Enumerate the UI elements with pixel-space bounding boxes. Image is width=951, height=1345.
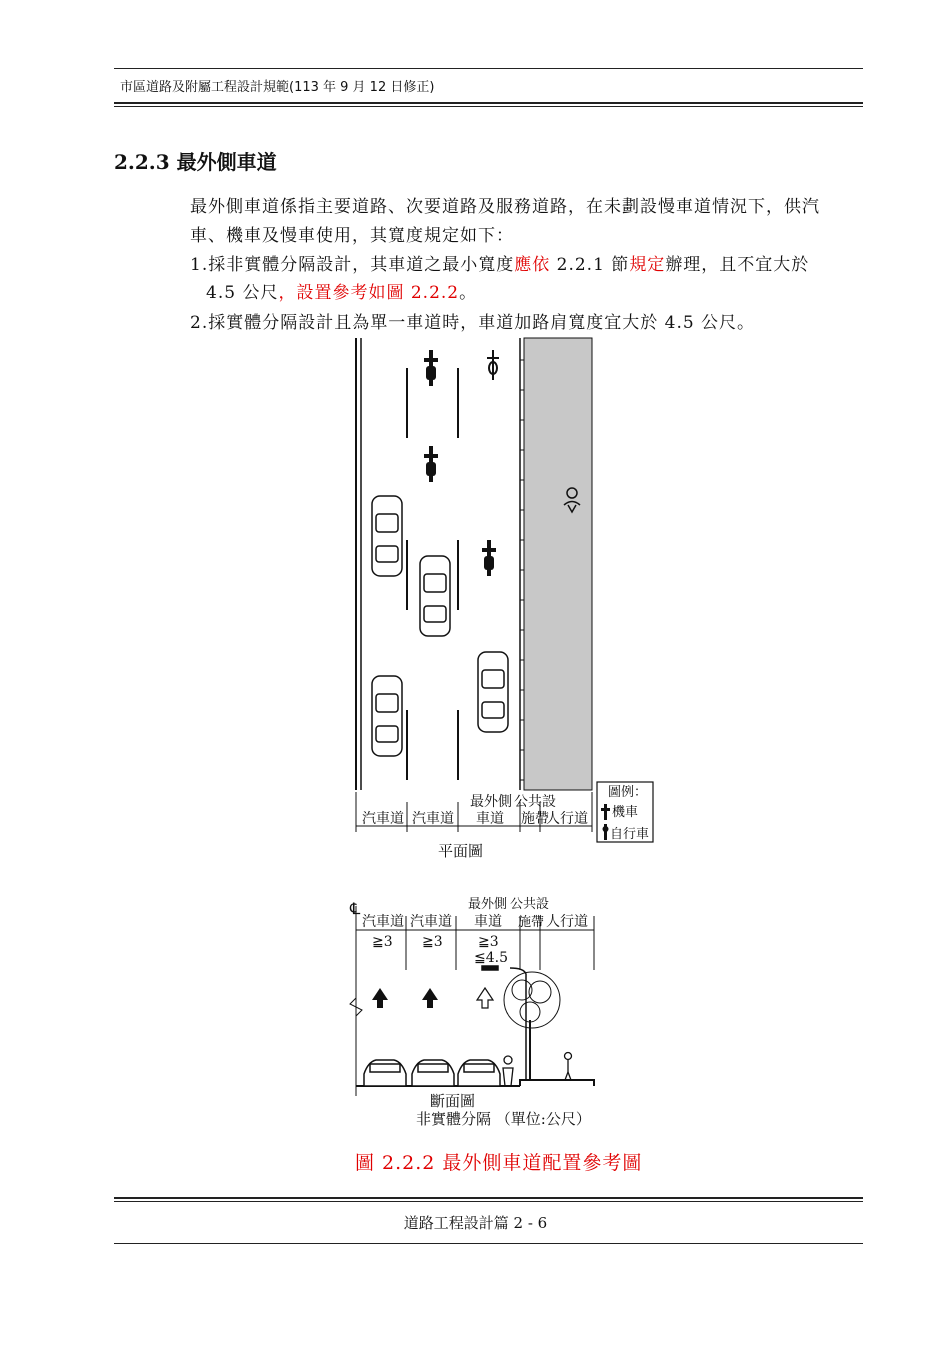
section-lane-label-3: 最外側 xyxy=(468,897,508,912)
section-subtitle: 非實體分隔 （單位:公尺） xyxy=(416,1110,591,1128)
plan-view-figure xyxy=(340,330,670,870)
list-item-2: 2.採實體分隔設計且為單一車道時，車道加路肩寬度宜大於 4.5 公尺。 xyxy=(190,313,756,333)
car-front-icon xyxy=(364,1060,406,1086)
section-lane-label-2: 汽車道 xyxy=(410,914,452,930)
list-item-1-cont xyxy=(206,278,477,303)
plan-lane-label-3: 最外側 xyxy=(470,794,512,810)
car-front-icon xyxy=(412,1060,454,1086)
footer-rule-thin xyxy=(114,1201,863,1202)
car-icon xyxy=(420,556,450,636)
header-rule-thick xyxy=(114,102,863,104)
item1-text-h: 。 xyxy=(459,283,478,303)
plan-lane-label-4: 車道 xyxy=(476,811,504,827)
section-title: 斷面圖 xyxy=(430,1092,476,1110)
page-footer: 道路工程設計篇 2 - 6 xyxy=(403,1214,548,1232)
item1-text-a: 1.採非實體分隔設計，其車道之最小寬度 xyxy=(190,255,515,275)
arrow-up-outline-icon xyxy=(477,988,493,1008)
width-label-3: ≧3 xyxy=(478,934,499,950)
body-line-2: 車、機車及慢車使用，其寬度規定如下： xyxy=(190,226,514,246)
pedestrian-icon xyxy=(565,1053,572,1081)
figure-caption: 圖 2.2.2 最外側車道配置參考圖 xyxy=(355,1152,643,1174)
section-view-figure xyxy=(340,880,630,1140)
sidewalk-area xyxy=(524,338,592,790)
plan-title: 平面圖 xyxy=(438,842,484,860)
footer-rule-thick xyxy=(114,1197,863,1199)
arrow-up-icon xyxy=(422,988,438,1008)
plan-lane-label-1: 汽車道 xyxy=(362,811,404,827)
running-header: 市區道路及附屬工程設計規範(113 年 9 月 12 日修正) xyxy=(120,80,435,95)
width-label-2: ≧3 xyxy=(422,934,443,950)
width-label-1: ≧3 xyxy=(372,934,393,950)
car-front-icon xyxy=(458,1060,500,1086)
scooter-icon xyxy=(424,350,438,386)
plan-lane-label-5: 公共設 xyxy=(514,794,556,810)
section-lane-label-5: 公共設 xyxy=(510,897,550,912)
tree-icon xyxy=(504,972,560,1080)
scooter-icon xyxy=(482,540,496,576)
section-lane-label-7: 人行道 xyxy=(546,914,588,930)
item1-text-e: 辦理，且不宜大於 xyxy=(665,255,810,275)
list-item-1 xyxy=(190,250,809,275)
section-lane-label-4: 車道 xyxy=(474,914,502,930)
arrow-up-icon xyxy=(372,988,388,1008)
item1-text-c: 2.2.1 節 xyxy=(550,255,630,275)
footer-rule-bottom xyxy=(114,1243,863,1244)
centerline-symbol: ℄ xyxy=(350,899,361,918)
legend-item-bicycle: 自行車 xyxy=(610,827,650,842)
item1-text-g: ，設置參考如圖 2.2.2 xyxy=(278,283,460,303)
scooter-icon xyxy=(424,446,438,482)
item1-text-f: 4.5 公尺 xyxy=(206,283,279,303)
plan-lane-label-7: 人行道 xyxy=(546,811,588,827)
car-icon xyxy=(372,496,402,576)
header-rule-thin xyxy=(114,68,863,69)
section-title: 2.2.3 最外側車道 xyxy=(114,150,277,174)
item1-text-d: 規定 xyxy=(629,255,666,275)
curb-sidewalk xyxy=(520,1080,594,1086)
plan-lane-label-6: 施帶 xyxy=(521,811,549,827)
scooter-rider-icon xyxy=(503,1056,513,1086)
legend-title: 圖例： xyxy=(608,785,648,800)
item1-text-b: 應依 xyxy=(514,255,551,275)
car-icon xyxy=(478,652,508,732)
legend-item-scooter: 機車 xyxy=(612,805,639,820)
body-line-1: 最外側車道係指主要道路、次要道路及服務道路，在未劃設慢車道情況下，供汽 xyxy=(190,197,820,217)
plan-lane-label-2: 汽車道 xyxy=(412,811,454,827)
section-lane-label-1: 汽車道 xyxy=(362,914,404,930)
car-icon xyxy=(372,676,402,756)
section-lane-label-6: 施帶 xyxy=(518,915,545,930)
width-label-4: ≦4.5 xyxy=(474,950,508,966)
header-rule-thin-2 xyxy=(114,106,863,107)
bicycle-icon xyxy=(487,350,499,380)
